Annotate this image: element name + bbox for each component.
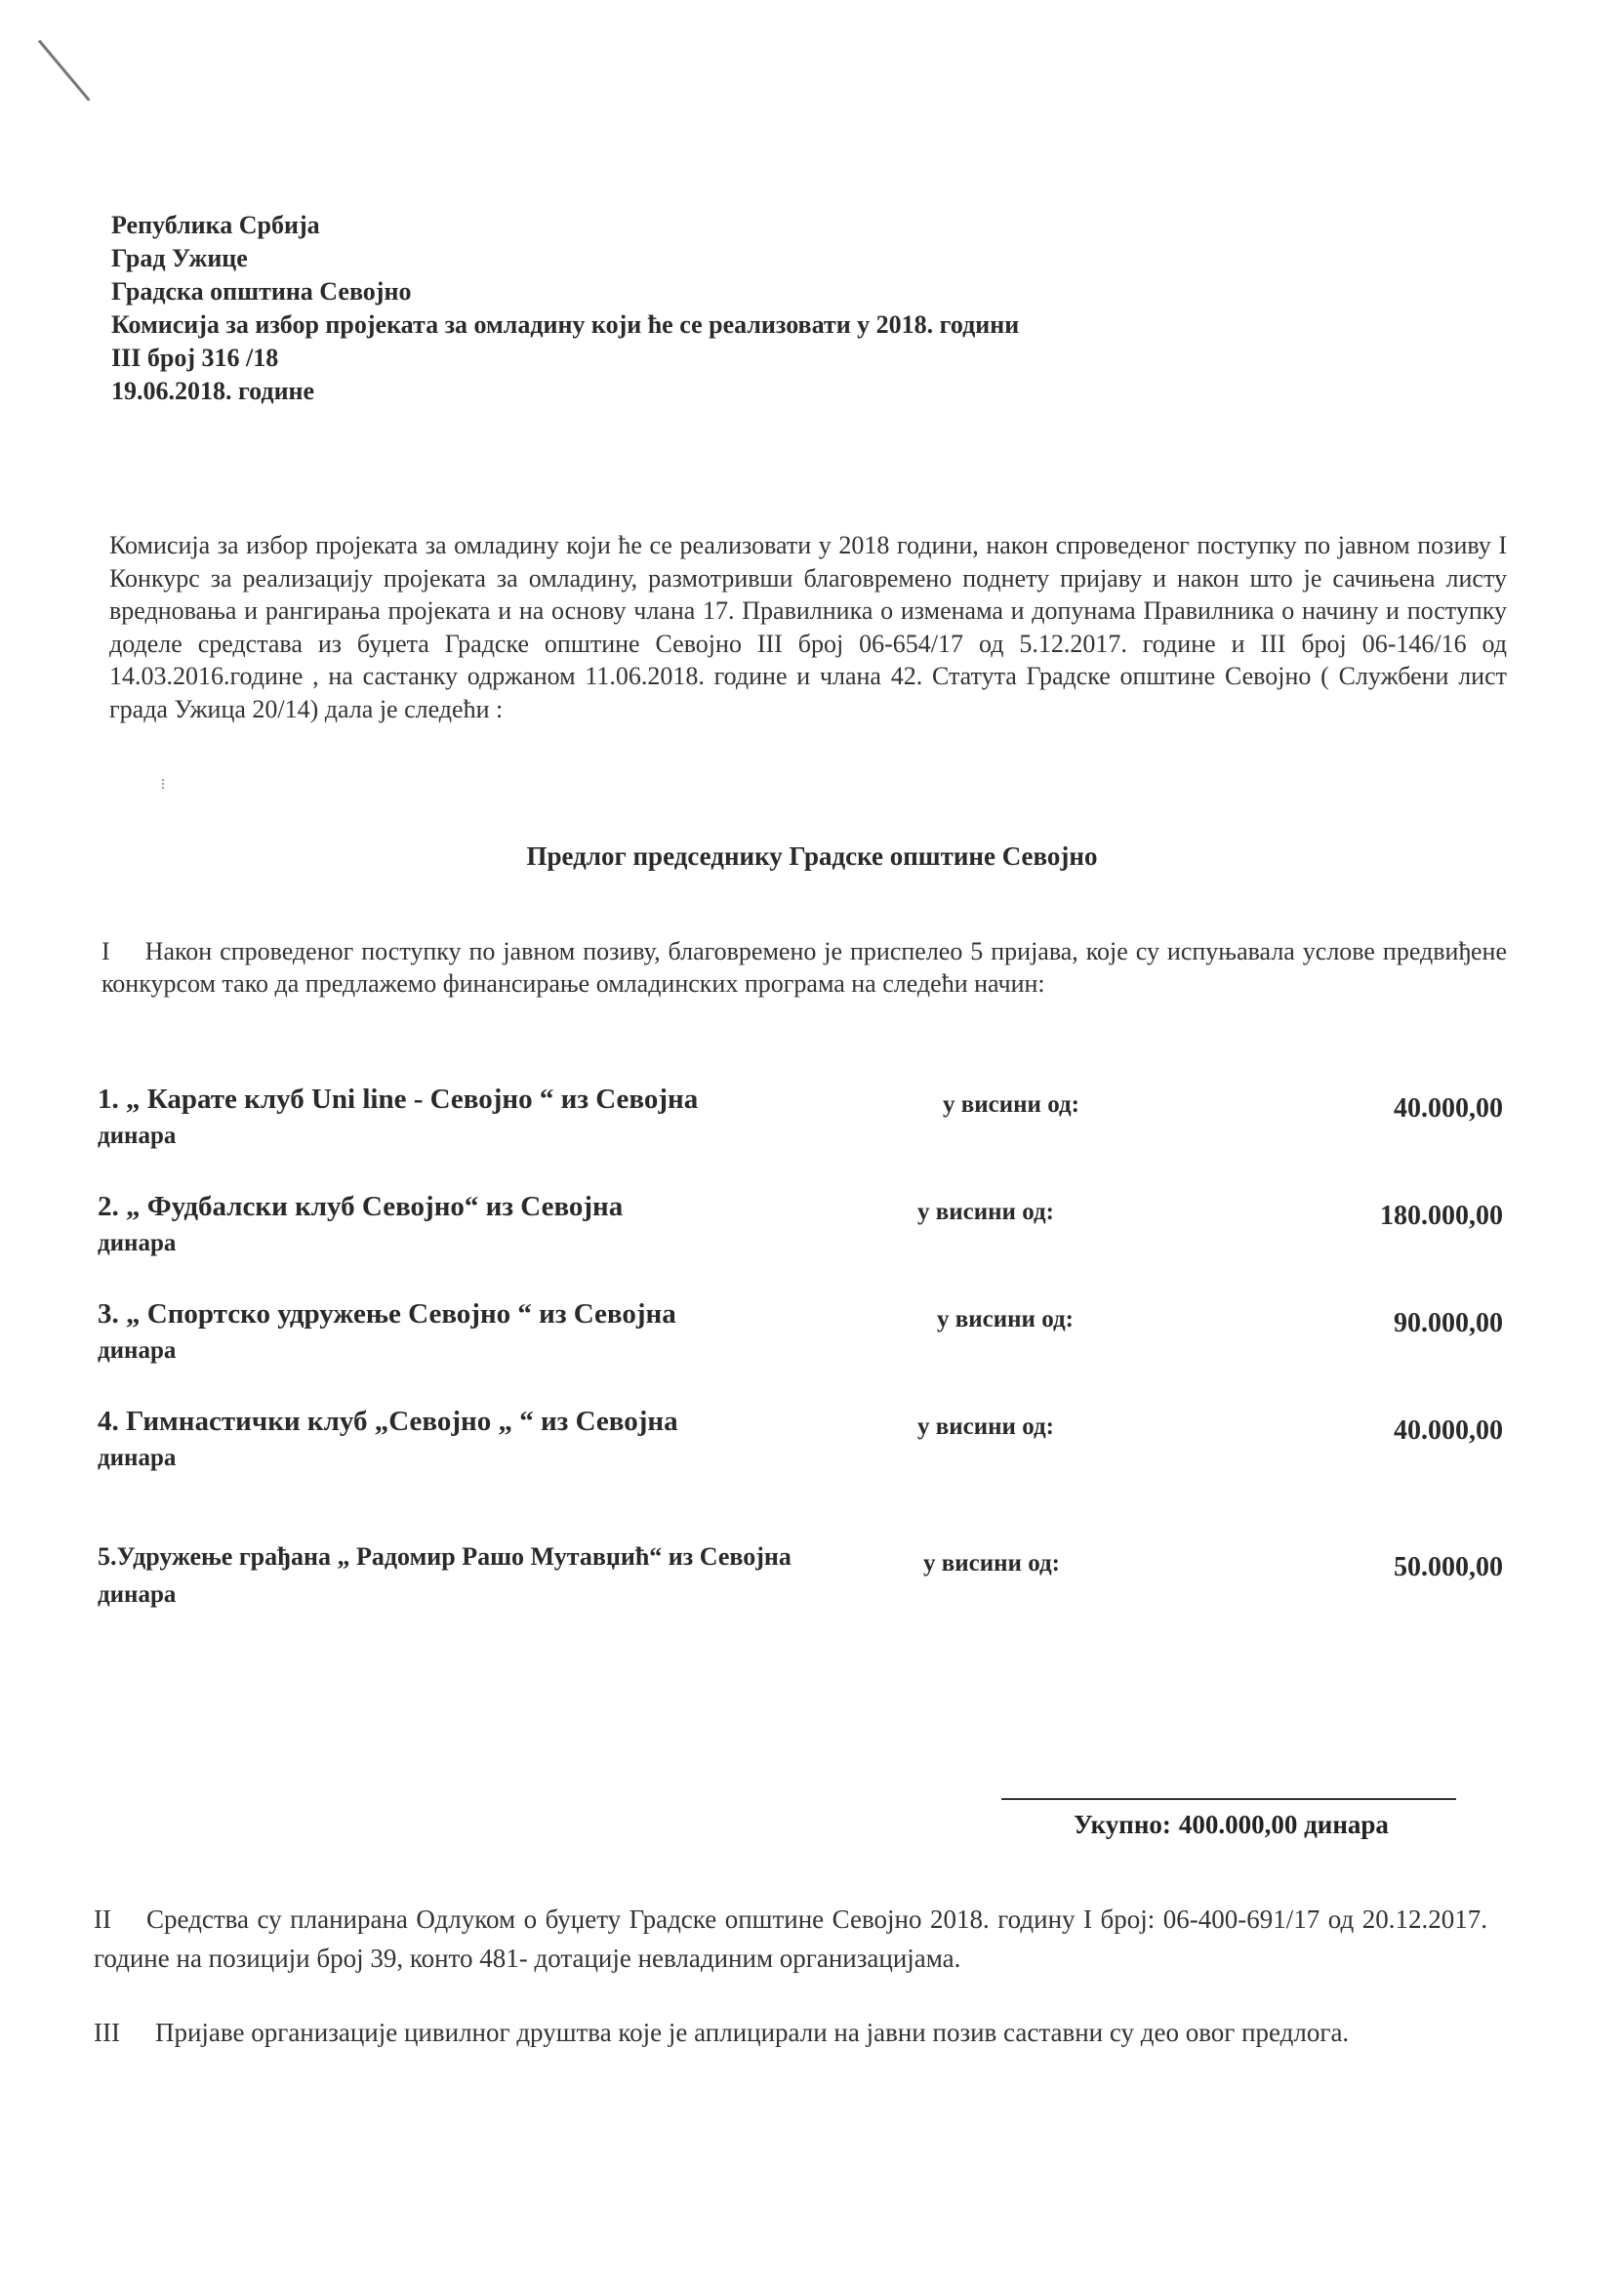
item-name: 5.Удружење грађана „ Радомир Рашо Мутавџић“ из Севојна bbox=[98, 1542, 792, 1571]
section-3 bbox=[94, 2013, 1487, 2052]
scan-artifact-dots bbox=[162, 779, 170, 789]
item-label: у висини од: bbox=[917, 1413, 1054, 1440]
item-unit: динара bbox=[98, 1123, 177, 1149]
intro-paragraph: Комисија за избор пројеката за омладину који ће се реализовати у 2018 години, након спроведеног поступку по јавном позиву I Конкурс за реализацију пројеката за омладину, размотривши благовремено поднету пријаву и након што је сачињена листу вредновања и рангирања пројеката и на основу члана 17. Правилника о изменама и допунама Правилника о начину и поступку доделе средстава из буџета Градске општине Севојно III број 06-654/17 од 5.12.2017. године и III број 06-146/16 од 14.03.2016.године , на састанку одржаном 11.06.2018. године и члана 42. Статута Градске општине Севојно ( Службени лист града Ужица 20/14) дала је следећи : bbox=[109, 531, 1507, 723]
item-name: 2. „ Фудбалски клуб Севојно“ из Севојна bbox=[98, 1191, 624, 1222]
header-municipality: Градска општина Севојно bbox=[111, 277, 412, 306]
section-1-numeral: I bbox=[102, 937, 110, 965]
header-commission: Комисија за избор пројеката за омладину који ће се реализовати у 2018. години bbox=[111, 310, 1020, 339]
item-unit: динара bbox=[98, 1337, 177, 1364]
scan-artifact-line bbox=[38, 40, 91, 102]
item-unit: динара bbox=[98, 1230, 177, 1256]
total-divider bbox=[1001, 1798, 1456, 1800]
header-date: 19.06.2018. године bbox=[111, 377, 315, 405]
section-2 bbox=[94, 1900, 1487, 1978]
item-amount: 40.000,00 bbox=[1394, 1093, 1503, 1124]
section-3-numeral: III bbox=[94, 2018, 120, 2047]
item-label: у висини од: bbox=[917, 1199, 1054, 1225]
total-value: 400.000,00 динара bbox=[1178, 1810, 1389, 1839]
item-label: у висини од: bbox=[923, 1550, 1060, 1577]
item-amount: 50.000,00 bbox=[1394, 1552, 1503, 1582]
section-3-text: Пријаве организације цивилног друштва које је аплицирали на јавни позив саставни су део овог предлога. bbox=[154, 2018, 1350, 2047]
item-unit: динара bbox=[98, 1581, 177, 1608]
item-amount: 40.000,00 bbox=[1394, 1415, 1503, 1446]
section-2-text: Средства су планирана Одлуком о буџету Градске општине Севојно 2018. годину I број: 06-400-691/17 од 20.12.2017. године на позицији број 39, конто 481- дотације невладиним организацијама. bbox=[94, 1905, 1487, 1973]
header-country: Република Србија bbox=[111, 211, 320, 239]
item-unit: динара bbox=[98, 1445, 177, 1471]
item-name: 4. Гимнастички клуб „Севојно „ “ из Севојна bbox=[98, 1406, 678, 1437]
total bbox=[1074, 1810, 1397, 1840]
section-2-numeral: II bbox=[94, 1905, 111, 1934]
header-number: III број 316 /18 bbox=[111, 344, 279, 372]
item-name: 3. „ Спортско удружење Севојно “ из Севојна bbox=[98, 1298, 676, 1330]
section-1 bbox=[102, 935, 1507, 1000]
document-header bbox=[111, 209, 1380, 408]
document-title: Предлог председнику Градске општине Севојно bbox=[526, 841, 1098, 871]
item-label: у висини од: bbox=[943, 1091, 1079, 1118]
item-name: 1. „ Карате клуб Uni line - Севојно “ из Севојна bbox=[98, 1084, 699, 1115]
total-label: Укупно: bbox=[1074, 1810, 1171, 1839]
section-1-text: Након спроведеног поступку по јавном позиву, благовремено је приспелео 5 пријава, које су испуњавала услове предвиђене конкурсом тако да предлажемо финансирање омладинских програма на следећи начин: bbox=[102, 937, 1507, 998]
item-label: у висини од: bbox=[937, 1306, 1074, 1332]
item-amount: 90.000,00 bbox=[1394, 1308, 1503, 1338]
item-amount: 180.000,00 bbox=[1380, 1201, 1503, 1231]
header-city: Град Ужице bbox=[111, 244, 248, 272]
